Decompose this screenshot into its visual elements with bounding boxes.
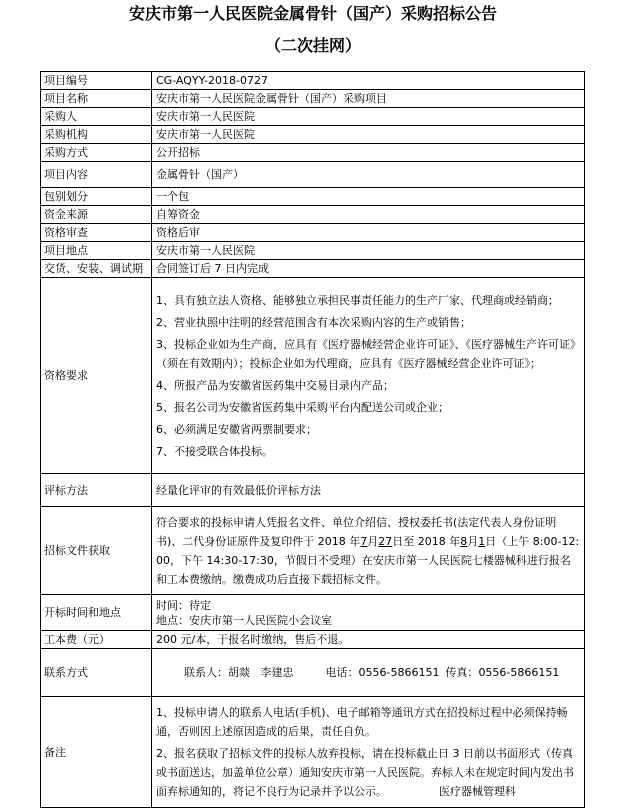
value-contact [152,649,585,697]
opening-place [156,613,580,628]
label-lots: 包别划分 [41,188,152,206]
row-agency [41,126,585,144]
label-review: 资格审查 [41,224,152,242]
row-contact [41,649,585,697]
value-opening [152,595,585,631]
label-project-name: 项目名称 [41,90,152,108]
label-funding: 资金来源 [41,206,152,224]
row-review [41,224,585,242]
row-docs [41,507,585,595]
docs-text-3: 日至 2018 年 [392,534,461,548]
contact-fax: 0556-5866151 [478,666,560,679]
remark-item: 2、报名获取了招标文件的投标人放弃投标，请在投标截止日 3 日前以书面形式（传真或书面送达，加盖单位公章）通知安庆市第一人民医院。弃标人未在规定时间内发出书面弃标通知的，将记不良行为记录并予以公示。 [156,747,574,798]
row-funding [41,206,585,224]
label-docs: 招标文件获取 [41,507,152,595]
row-project-name [41,90,585,108]
label-delivery: 交货、安装、调试期 [41,260,152,278]
label-project-no: 项目编号 [41,72,152,90]
label-evaluation: 评标方法 [41,474,152,507]
label-opening: 开标时间和地点 [41,595,152,631]
opening-time [156,598,580,613]
qualification-item: 7、不接受联合体投标。 [156,444,273,458]
row-delivery [41,260,585,278]
qualification-item: 3、投标企业如为生产商，应具有《医疗器械经营企业许可证》、《医疗器械生产许可证》（须在有效期内）；投标企业如为代理商，应具有《医疗器械经营企业许可证》； [156,337,576,370]
label-method: 采购方式 [41,144,152,162]
row-method [41,144,585,162]
docs-text [156,513,580,589]
contact-person-label: 联系人： [183,666,228,679]
docs-text-5: 日（上午 8:00-12:00，下午 14:30-17:30，节假日不受理）在安庆市第一人民医院七楼器械科进行报名和工本费缴纳。缴费成功后直接下载招标文件。 [156,534,580,586]
label-remarks: 备注 [41,697,152,808]
opening-time-value: 待定 [189,598,211,612]
value-method: 公开招标 [152,144,585,162]
label-contact: 联系方式 [41,649,152,697]
value-lots: 一个包 [152,188,585,206]
value-agency: 安庆市第一人民医院 [152,126,585,144]
label-qualification: 资格要求 [41,278,152,474]
value-remarks [152,697,585,808]
value-funding: 自筹资金 [152,206,585,224]
label-content: 项目内容 [41,162,152,188]
row-location [41,242,585,260]
value-delivery: 合同签订后 7 日内完成 [152,260,585,278]
qualification-item: 5、报名公司为安徽省医药集中采购平台内配送公司或企业； [156,400,449,414]
docs-day-start: 27 [378,534,393,548]
opening-time-label: 时间： [156,598,189,612]
value-project-no: CG-AQYY-2018-0727 [152,72,585,90]
opening-place-label: 地点： [156,613,189,627]
label-purchaser: 采购人 [41,108,152,126]
value-docs [152,507,585,595]
docs-day-end: 1 [478,534,486,548]
row-fee [41,631,585,649]
value-evaluation: 经量化评审的有效最低价评标方法 [152,474,585,507]
value-location: 安庆市第一人民医院 [152,242,585,260]
contact-fax-label: 传真： [445,666,479,679]
docs-month-start: 7 [360,534,368,548]
row-project-no [41,72,585,90]
docs-text-1: 符合要求的投标申请人凭报名文件、单位介绍信、授权委托书(法定代表人身份证明书)、二代身份证原件及复印件于 2018 年 [156,515,557,548]
remark-item: 1、投标申请人的联系人电话(手机)、电子邮箱等通讯方式在招投标过程中必须保持畅通，否则因上述原因造成的后果，责任自负。 [156,706,568,738]
value-project-name: 安庆市第一人民医院金属骨针（国产）采购项目 [152,90,585,108]
qualification-item: 6、必须满足安徽省两票制要求； [156,422,317,436]
docs-text-4: 月 [467,534,479,548]
label-fee: 工本费（元） [41,631,152,649]
contact-persons: 胡燚 李建忠 [227,666,294,679]
issuer-signature: 医疗器械管理科 [439,785,516,798]
row-lots [41,188,585,206]
contact-phone: 0556-5866151 [358,666,440,679]
docs-month-end: 8 [460,534,468,548]
value-purchaser: 安庆市第一人民医院 [152,108,585,126]
label-agency: 采购机构 [41,126,152,144]
value-content: 金属骨针（国产） [152,162,585,188]
docs-text-2: 月 [367,534,379,548]
notice-table [40,71,585,808]
value-review: 资格后审 [152,224,585,242]
contact-phone-label: 电话： [325,666,359,679]
notice-subtitle: （二次挂网） [264,36,361,55]
row-content [41,162,585,188]
row-opening [41,595,585,631]
row-purchaser [41,108,585,126]
opening-place-value: 安庆市第一人民医院小会议室 [189,613,332,627]
notice-title: 安庆市第一人民医院金属骨针（国产）采购招标公告 [128,4,497,23]
value-qualification [152,278,585,474]
qualification-item: 1、具有独立法人资格、能够独立承担民事责任能力的生产厂家、代理商或经销商； [156,293,559,307]
row-evaluation [41,474,585,507]
qualification-item: 2、营业执照中注明的经营范围含有本次采购内容的生产或销售； [156,315,471,329]
qualification-item: 4、所报产品为安徽省医药集中交易目录内产品； [156,378,394,392]
row-qualification [41,278,585,474]
value-fee: 200 元/本，于报名时缴纳，售后不退。 [152,631,585,649]
label-location: 项目地点 [41,242,152,260]
